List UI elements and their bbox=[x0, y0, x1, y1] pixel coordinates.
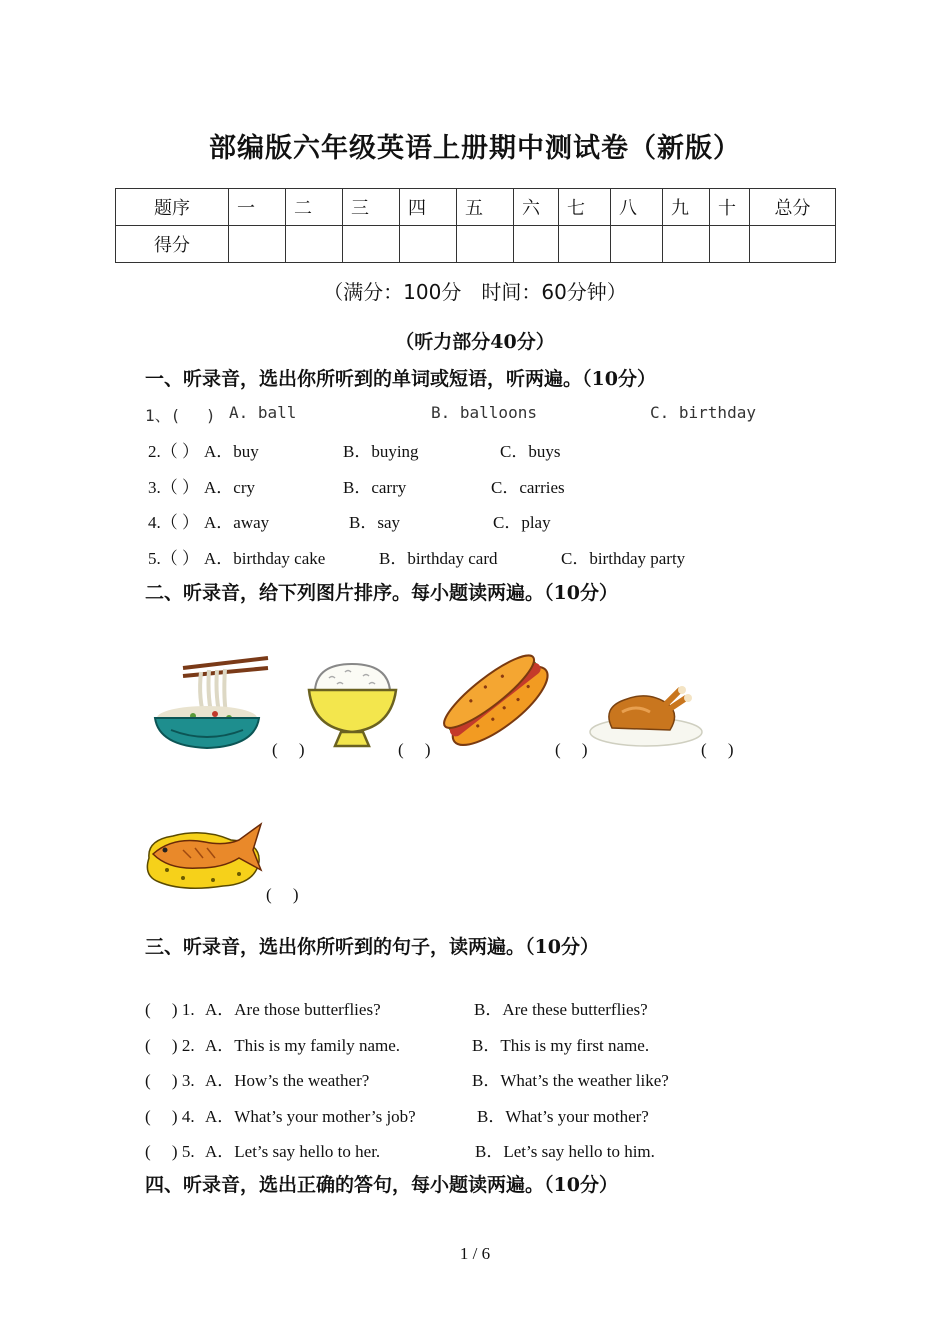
s2-blank-4[interactable]: ( ) bbox=[701, 740, 734, 759]
score-cell[interactable] bbox=[457, 226, 514, 263]
s1-item5-option-c: C．birthday party bbox=[561, 549, 686, 568]
score-cell[interactable] bbox=[514, 226, 559, 263]
listening-label: （听力部分40分） bbox=[395, 331, 555, 353]
s1-item1-option-c: C. birthday bbox=[650, 403, 756, 422]
s1-item3-option-b: B．carry bbox=[343, 478, 407, 497]
header-cell: 七 bbox=[559, 189, 611, 226]
chicken-icon bbox=[588, 682, 704, 752]
score-table-score-row bbox=[116, 226, 836, 263]
s1-item1-option-a: A. ball bbox=[229, 403, 297, 422]
header-cell: 六 bbox=[514, 189, 559, 226]
header-cell: 九 bbox=[663, 189, 710, 226]
s1-item2-option-c: C．buys bbox=[500, 442, 561, 461]
s1-item4-option-a: A．away bbox=[204, 513, 270, 532]
section4-heading: 四、听录音，选出正确的答句，每小题读两遍。（10分） bbox=[145, 1174, 618, 1196]
score-table-header-row bbox=[116, 189, 836, 226]
s3-item2-option-a: A．This is my family name. bbox=[205, 1036, 401, 1055]
s3-item3-option-a: A．How’s the weather? bbox=[205, 1071, 370, 1090]
page-number: 1 / 6 bbox=[459, 1244, 491, 1263]
section2-heading: 二、听录音，给下列图片排序。每小题读两遍。（10分） bbox=[145, 582, 618, 604]
s3-item3-option-b: B．What’s the weather like? bbox=[472, 1071, 669, 1090]
s1-item2-option-b: B．buying bbox=[343, 442, 419, 461]
s3-item4-option-a: A．What’s your mother’s job? bbox=[205, 1107, 416, 1126]
score-cell[interactable] bbox=[400, 226, 457, 263]
section3-heading: 三、听录音，选出你所听到的句子，读两遍。（10分） bbox=[145, 936, 599, 958]
s1-item4-option-c: C．play bbox=[493, 513, 551, 532]
score-table bbox=[115, 188, 836, 263]
s1-item5-number: 5.（ ） bbox=[148, 549, 199, 568]
s1-item3-number: 3.（ ） bbox=[148, 478, 199, 497]
s1-item4-number: 4.（ ） bbox=[148, 513, 199, 532]
s3-item3-number: ( ) 3. bbox=[145, 1071, 195, 1090]
score-cell[interactable] bbox=[611, 226, 663, 263]
s3-item5-option-a: A．Let’s say hello to her. bbox=[205, 1142, 381, 1161]
s3-item5-option-b: B．Let’s say hello to him. bbox=[475, 1142, 655, 1161]
score-cell[interactable] bbox=[343, 226, 400, 263]
header-cell: 十 bbox=[710, 189, 750, 226]
score-cell[interactable] bbox=[710, 226, 750, 263]
header-cell: 题序 bbox=[116, 189, 229, 226]
score-row-label: 得分 bbox=[116, 226, 229, 263]
s1-item5-option-b: B．birthday card bbox=[379, 549, 498, 568]
s3-item1-number: ( ) 1. bbox=[145, 1000, 195, 1019]
rice-icon bbox=[305, 658, 400, 750]
s2-blank-3[interactable]: ( ) bbox=[555, 740, 588, 759]
s2-blank-5[interactable]: ( ) bbox=[266, 885, 299, 904]
score-cell[interactable] bbox=[663, 226, 710, 263]
s1-item3-option-a: A．cry bbox=[204, 478, 255, 497]
s3-item1-option-a: A．Are those butterflies? bbox=[205, 1000, 381, 1019]
header-cell: 二 bbox=[286, 189, 343, 226]
score-cell[interactable] bbox=[559, 226, 611, 263]
exam-subtitle: （满分：100分 时间：60分钟） bbox=[323, 280, 627, 304]
s3-item2-option-b: B．This is my first name. bbox=[472, 1036, 650, 1055]
s1-item3-option-c: C．carries bbox=[491, 478, 565, 497]
s1-item5-option-a: A．birthday cake bbox=[204, 549, 326, 568]
s3-item2-number: ( ) 2. bbox=[145, 1036, 195, 1055]
noodles-icon bbox=[143, 654, 271, 750]
header-cell: 四 bbox=[400, 189, 457, 226]
hotdog-icon bbox=[434, 644, 554, 752]
section1-heading: 一、听录音，选出你所听到的单词或短语，听两遍。（10分） bbox=[145, 368, 656, 390]
score-cell[interactable] bbox=[286, 226, 343, 263]
s3-item5-number: ( ) 5. bbox=[145, 1142, 195, 1161]
fish-icon bbox=[143, 818, 265, 894]
s2-blank-2[interactable]: ( ) bbox=[398, 740, 431, 759]
header-cell: 五 bbox=[457, 189, 514, 226]
score-cell[interactable] bbox=[750, 226, 836, 263]
s1-item2-option-a: A．buy bbox=[204, 442, 259, 461]
header-cell: 总分 bbox=[750, 189, 836, 226]
s1-item1-option-b: B. balloons bbox=[431, 403, 537, 422]
s1-item1-number: 1、( ) bbox=[145, 406, 216, 425]
s3-item4-option-b: B．What’s your mother? bbox=[477, 1107, 649, 1126]
s1-item2-number: 2.（ ） bbox=[148, 442, 199, 461]
s3-item4-number: ( ) 4. bbox=[145, 1107, 195, 1126]
score-cell[interactable] bbox=[229, 226, 286, 263]
s1-item4-option-b: B．say bbox=[349, 513, 400, 532]
s3-item1-option-b: B．Are these butterflies? bbox=[474, 1000, 648, 1019]
header-cell: 三 bbox=[343, 189, 400, 226]
page-title: 部编版六年级英语上册期中测试卷（新版） bbox=[209, 133, 741, 164]
header-cell: 八 bbox=[611, 189, 663, 226]
s2-blank-1[interactable]: ( ) bbox=[272, 740, 305, 759]
header-cell: 一 bbox=[229, 189, 286, 226]
